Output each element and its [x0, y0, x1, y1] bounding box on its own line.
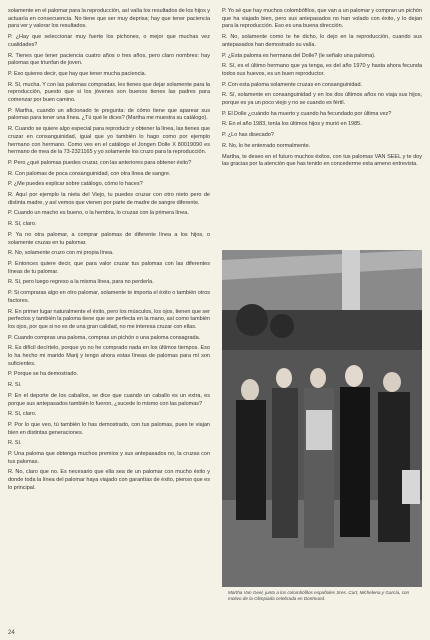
paragraph: R. Con palomas de poca consanguinidad, con otra línea de sangre. [8, 170, 171, 177]
group-photo [222, 250, 422, 587]
paragraph: P. Pero ¿qué palomas puedes cruzar, con las anteriores para obtener éxito? [8, 159, 192, 166]
paragraph: P. Si compraras algo en otro palomar, solamente te importa el éxito o también otros factores. [8, 290, 210, 304]
paragraph: R. Sí. [8, 440, 22, 447]
left-column [8, 8, 210, 496]
paragraph: P. ¿Esta paloma es hermana del Dolle? (le señalo una paloma). [222, 52, 376, 59]
paragraph: P. ¿Lo has disecado? [222, 132, 274, 139]
paragraph: R. Aquí por ejemplo la nieta del Viejo, tu puedes cruzar con otro nieto pero de distinta madre, y así vemos que vienen por parte de madre de sangre diferente. [8, 192, 210, 206]
paragraph: R. Sí, claro. [8, 411, 37, 418]
paragraph: R. No, solamente como te he dicho, lo dejo en la reproducción, cuando sus antepasados han demostrado su valía. [222, 34, 422, 48]
paragraph: R. Sí, solamente en consanguinidad y en los dos últimos años no viaja sus hijos, porque es ya un poco viejo y no se cuando es fértil. [222, 92, 422, 107]
paragraph: P. Yo sé que hay muchos colombófilos, que van a un palomar y compran un pichón que ha viajado bien, pero sus antepasados no han volado con éxito, y lo dejan para la reproducción. Eso es una buena dirección. [222, 8, 422, 30]
paragraph: P. ¿Me puedes explicar sobre catálogo, cómo lo haces? [8, 181, 143, 188]
paragraph: P. Ya no otra palomar, a comprar palomas de diferente línea a los hijos, o solamente cruzas en tu palomar. [8, 231, 210, 246]
paragraph: P. Eso quieres decir, que hay que tener mucha paciencia. [8, 70, 147, 77]
paragraph: R. En el año 1983, tenía los últimos hijos y murió en 1985. [222, 121, 362, 128]
paragraph: P. Porque se ha demostrado. [8, 371, 79, 378]
paragraph: P. Una paloma que obtenga muchos premios y sus antepasados no, la cruzas con tus palomas. [8, 451, 210, 465]
paragraph: P. Cuando compras una paloma, compras un pichón o una paloma consagrada. [8, 334, 201, 341]
paragraph: P. En el deporte de los caballos, se dice que cuando un caballo es un extra, es porque sus antepasados también lo fueron, ¿sucede lo mismo con las palomas? [8, 392, 210, 407]
paragraph: P. Cuando un macho es bueno, o la hembra, lo cruzas con la primera línea. [8, 210, 189, 217]
paragraph: R. Es difícil decírtelo, porque yo no he comprado nada en los últimos tiempos. Eso lo ha hecho mi marido Marij y tengo ahora estas líneas de palomas para mí son suficientes. [8, 345, 210, 367]
paragraph: P. Entonces quiere decir, que para valor cruzar tus palomas con las diferentes líneas de tu palomar. [8, 260, 210, 275]
paragraph: R. Tienes que tener paciencia cuatro años o tres años, pero claro nombres: hay palomas que triunfan de joven. [8, 52, 210, 67]
paragraph: R. En primer lugar naturalmente el éxito, pero los músculos, los ojos, tienen que ser perfectos y también la paloma tiene que ser perfecta en la mano, así como también los ojos, por que si no es de una gran calidad, no me interesa cruzar con ellas. [8, 308, 210, 330]
paragraph: P. Por lo que veo, tú también lo has demostrado, con tus palomas, pues te viajan bien en distintas generaciones. [8, 421, 210, 436]
photo-caption: Martha Van Geel, junto a los colombófilos españoles Sres. Curt, Michelena y García, con motivo de la Olimpiada celebrada en Dortmund. [228, 590, 410, 601]
paragraph: solamente en el palomar para la reproducción, así valía los resultados de los hijos y actuaría en consecuencia. No tiene que ser muy deprisa; hay que tener paciencia para ver y valorar los resultados. [8, 8, 210, 30]
paragraph: P. Con esta paloma solamente cruzas en consanguinidad. [222, 81, 363, 88]
page-number: 24 [8, 630, 15, 636]
paragraph: P. ¿Hay que seleccionar muy fuerte los pichones, o mejor que muchas vez cualidades? [8, 34, 210, 48]
paragraph: Martha, te deseo en el futuro muchos éxitos, con tus palomas VAN SEEL y te doy las gracias por la atención que has tenido en concederme esta ameno entrevista. [222, 153, 422, 168]
paragraph: R. Cuando se quiere algo especial para reproducir y obtener la línea, las tienes que cruzar en consanguinidad, igual que yo también lo hago como por ejemplo hermano con hermano. Como ves en el catálogo el Jongen Dolle X 80019090 es hermano de mea de la 73-2321165 y yo solamente los cruzo para la reproducción. [8, 126, 210, 156]
paragraph: R. Sí, claro. [8, 221, 37, 228]
paragraph: P. Martha, cuando un aficionado te pregunta: de cómo tiene que aparear sus palomas para tener una línea. ¿Tú qué le dices? (Martha me muestra su catálogo). [8, 107, 210, 122]
paragraph: R. Sí, mucha. Y con las palomas compradas, les tienes que dejar solamente para la reproducción, puesto que si los jóvenes son buenos tienes las padres para comenzar por buen camino. [8, 81, 210, 104]
paragraph: R. No, lo he enterrado normalmente. [222, 142, 311, 149]
paragraph: R. Sí. [8, 382, 22, 389]
paragraph: R. No, claro que no. Es necesario que ella sea de un palomar con mucho éxito y donde toda la línea del palomar haya viajado con garantías de éxito, pienso que es lo principal. [8, 469, 210, 491]
paragraph: P. El Dolle ¿cuándo ha muerto y cuando ha fecundado por última vez? [222, 110, 392, 117]
photo-illustration [222, 250, 422, 587]
paragraph: R. No, solamente cruzo con mi propia línea. [8, 250, 114, 257]
paragraph: R. Sí, pero luego regreso a la misma línea, para no perderla. [8, 279, 154, 286]
paragraph: R. Sí, es el último hermano que ya tenga, es del año 1970 y hasta ahora fecunda todos sus huevos, es un buen reproductor. [222, 63, 422, 77]
right-column [222, 8, 422, 172]
